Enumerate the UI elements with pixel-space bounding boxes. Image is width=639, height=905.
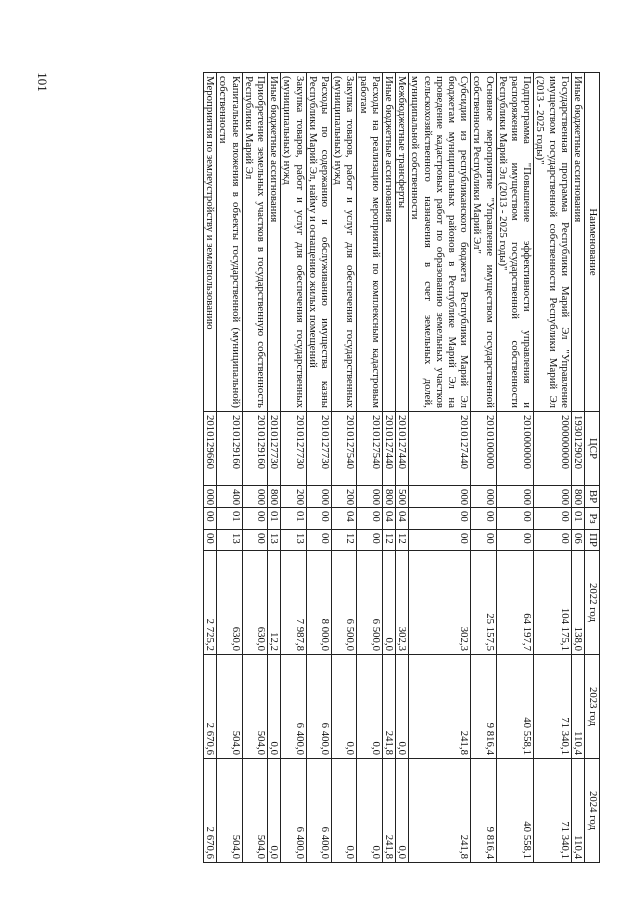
row-rz: 01 xyxy=(571,508,584,530)
table-row xyxy=(331,73,356,863)
header-2024: 2024 год xyxy=(585,759,600,863)
header-pr: ПР xyxy=(585,530,600,551)
row-value-2022: 630,0 xyxy=(217,551,242,655)
row-name: Закупка товаров, работ и услуг для обеспечения государственных (муниципальных) нужд xyxy=(331,73,356,412)
row-value-2022: 25 157,5 xyxy=(471,551,496,655)
row-pr: 06 xyxy=(571,530,584,551)
row-csr: 2010129160 xyxy=(217,412,242,486)
row-value-2022: 138,0 xyxy=(571,551,584,655)
row-csr: 2010127440 xyxy=(382,412,395,486)
row-value-2023: 9 816,4 xyxy=(471,655,496,759)
row-vr: 800 xyxy=(267,486,280,508)
budget-table xyxy=(203,72,600,863)
row-vr: 200 xyxy=(281,486,306,508)
header-2023: 2023 год xyxy=(585,655,600,759)
row-vr: 800 xyxy=(382,486,395,508)
row-value-2024: 504,0 xyxy=(242,759,267,863)
row-value-2022: 8 000,0 xyxy=(306,551,331,655)
row-pr: 13 xyxy=(281,530,306,551)
row-csr: 2010129160 xyxy=(242,412,267,486)
header-2022: 2022 год xyxy=(585,551,600,655)
row-csr: 2000000000 xyxy=(534,412,572,486)
row-name: Расходы по содержанию и обслуживанию имущества казны Республики Марий Эл, найму и оснащению жилых помещений xyxy=(306,73,331,412)
row-pr: 00 xyxy=(534,530,572,551)
header-name: Наименование xyxy=(585,73,600,412)
row-value-2023: 0,0 xyxy=(395,655,408,759)
row-csr: 2010127730 xyxy=(281,412,306,486)
row-value-2023: 0,0 xyxy=(357,655,382,759)
row-pr: 00 xyxy=(357,530,382,551)
row-value-2022: 7 987,8 xyxy=(281,551,306,655)
table-body xyxy=(203,73,584,863)
row-value-2024: 2 670,6 xyxy=(203,759,216,863)
row-vr: 200 xyxy=(331,486,356,508)
row-name: Мероприятия по землеустройству и землепользованию xyxy=(203,73,216,412)
header-csr: ЦСР xyxy=(585,412,600,486)
row-value-2022: 6 500,0 xyxy=(331,551,356,655)
row-value-2023: 110,4 xyxy=(571,655,584,759)
row-value-2022: 630,0 xyxy=(242,551,267,655)
row-name: Субсидии из республиканского бюджета Республики Марий Эл бюджетам муниципальных районов в Республике Марий Эл на проведение кадастровых работ по образованию земельных участков сельскохозяйственного назначения в счет земельных долей, муниципальной собственности xyxy=(409,73,471,412)
row-value-2022: 0,0 xyxy=(382,551,395,655)
row-value-2023: 0,0 xyxy=(267,655,280,759)
table-row xyxy=(395,73,408,863)
table-row xyxy=(242,73,267,863)
row-pr: 00 xyxy=(471,530,496,551)
table-row xyxy=(534,73,572,863)
row-rz: 00 xyxy=(534,508,572,530)
rotated-page xyxy=(80,72,600,862)
row-rz: 00 xyxy=(357,508,382,530)
row-rz: 01 xyxy=(281,508,306,530)
row-rz: 04 xyxy=(395,508,408,530)
row-vr: 500 xyxy=(395,486,408,508)
row-rz: 00 xyxy=(242,508,267,530)
row-value-2024: 110,4 xyxy=(571,759,584,863)
row-name: Иные бюджетные ассигнования xyxy=(571,73,584,412)
row-rz: 04 xyxy=(331,508,356,530)
row-pr: 12 xyxy=(331,530,356,551)
row-value-2023: 2 670,6 xyxy=(203,655,216,759)
row-value-2023: 40 558,1 xyxy=(496,655,534,759)
row-value-2022: 302,3 xyxy=(409,551,471,655)
row-name: Иные бюджетные ассигнования xyxy=(382,73,395,412)
row-value-2024: 0,0 xyxy=(357,759,382,863)
row-pr: 00 xyxy=(409,530,471,551)
row-csr: 2010127440 xyxy=(395,412,408,486)
row-value-2024: 9 816,4 xyxy=(471,759,496,863)
row-value-2024: 40 558,1 xyxy=(496,759,534,863)
row-rz: 01 xyxy=(217,508,242,530)
row-value-2024: 241,8 xyxy=(409,759,471,863)
row-value-2024: 0,0 xyxy=(395,759,408,863)
row-value-2024: 6 400,0 xyxy=(306,759,331,863)
row-csr: 2010127540 xyxy=(357,412,382,486)
table-row xyxy=(281,73,306,863)
row-rz: 00 xyxy=(496,508,534,530)
row-pr: 00 xyxy=(306,530,331,551)
row-vr: 000 xyxy=(409,486,471,508)
table-row xyxy=(217,73,242,863)
row-vr: 000 xyxy=(496,486,534,508)
row-vr: 000 xyxy=(534,486,572,508)
row-rz: 04 xyxy=(382,508,395,530)
row-value-2023: 241,8 xyxy=(409,655,471,759)
row-value-2023: 504,0 xyxy=(217,655,242,759)
table-row xyxy=(409,73,471,863)
header-rz: Рз xyxy=(585,508,600,530)
row-value-2024: 0,0 xyxy=(331,759,356,863)
row-value-2023: 71 340,1 xyxy=(534,655,572,759)
row-value-2022: 302,3 xyxy=(395,551,408,655)
table-row xyxy=(496,73,534,863)
table-row xyxy=(471,73,496,863)
table-row xyxy=(571,73,584,863)
row-value-2023: 241,8 xyxy=(382,655,395,759)
row-name: Капитальные вложения в объекты государственной (муниципальной) собственности xyxy=(217,73,242,412)
row-value-2024: 6 400,0 xyxy=(281,759,306,863)
row-csr: 2010127440 xyxy=(409,412,471,486)
row-value-2023: 0,0 xyxy=(331,655,356,759)
row-vr: 000 xyxy=(357,486,382,508)
row-csr: 2010127540 xyxy=(331,412,356,486)
row-value-2023: 504,0 xyxy=(242,655,267,759)
row-value-2022: 12,2 xyxy=(267,551,280,655)
row-pr: 12 xyxy=(382,530,395,551)
row-csr: 2010127730 xyxy=(267,412,280,486)
row-name: Расходы на реализацию мероприятий по комплексным кадастровым работам xyxy=(357,73,382,412)
table-row xyxy=(203,73,216,863)
row-name: Подпрограмма "Повышение эффективности управления и распоряжения имуществом государственной собственности Республики Марий Эл (2013 - 2025 годы)" xyxy=(496,73,534,412)
row-rz: 00 xyxy=(306,508,331,530)
table-row xyxy=(357,73,382,863)
row-value-2022: 6 500,0 xyxy=(357,551,382,655)
row-name: Приобретение земельных участков в государственную собственность Республики Марий Эл xyxy=(242,73,267,412)
row-value-2024: 0,0 xyxy=(267,759,280,863)
row-pr: 00 xyxy=(496,530,534,551)
row-pr: 13 xyxy=(267,530,280,551)
row-csr: 2010127730 xyxy=(306,412,331,486)
row-name: Иные бюджетные ассигнования xyxy=(267,73,280,412)
page-number: 101 xyxy=(34,72,50,92)
row-vr: 000 xyxy=(242,486,267,508)
table-header-row xyxy=(585,73,600,863)
row-vr: 000 xyxy=(471,486,496,508)
row-name: Основное мероприятие "Управление имуществом государственной собственности Республики Марий Эл" xyxy=(471,73,496,412)
row-rz: 01 xyxy=(267,508,280,530)
row-name: Государственная программа Республики Марий Эл "Управление имуществом государственной собственности Республики Марий Эл (2013 - 2025 годы)" xyxy=(534,73,572,412)
table-row xyxy=(267,73,280,863)
row-vr: 000 xyxy=(306,486,331,508)
row-rz: 00 xyxy=(471,508,496,530)
row-value-2023: 6 400,0 xyxy=(306,655,331,759)
row-csr: 2010129660 xyxy=(203,412,216,486)
row-value-2022: 104 175,1 xyxy=(534,551,572,655)
row-rz: 00 xyxy=(203,508,216,530)
row-vr: 400 xyxy=(217,486,242,508)
row-value-2024: 71 340,1 xyxy=(534,759,572,863)
row-csr: 2010000000 xyxy=(496,412,534,486)
row-value-2024: 504,0 xyxy=(217,759,242,863)
row-pr: 13 xyxy=(217,530,242,551)
row-name: Закупка товаров, работ и услуг для обеспечения государственных (муниципальных) нужд xyxy=(281,73,306,412)
table-row xyxy=(306,73,331,863)
row-csr: 2010100000 xyxy=(471,412,496,486)
row-pr: 00 xyxy=(242,530,267,551)
row-name: Межбюджетные трансферты xyxy=(395,73,408,412)
row-pr: 12 xyxy=(395,530,408,551)
row-value-2022: 2 725,2 xyxy=(203,551,216,655)
row-csr: 1930129020 xyxy=(571,412,584,486)
table-row xyxy=(382,73,395,863)
row-rz: 00 xyxy=(409,508,471,530)
row-pr: 00 xyxy=(203,530,216,551)
row-value-2024: 241,8 xyxy=(382,759,395,863)
row-vr: 800 xyxy=(571,486,584,508)
header-vr: ВР xyxy=(585,486,600,508)
row-value-2023: 6 400,0 xyxy=(281,655,306,759)
row-vr: 000 xyxy=(203,486,216,508)
row-value-2022: 64 197,7 xyxy=(496,551,534,655)
